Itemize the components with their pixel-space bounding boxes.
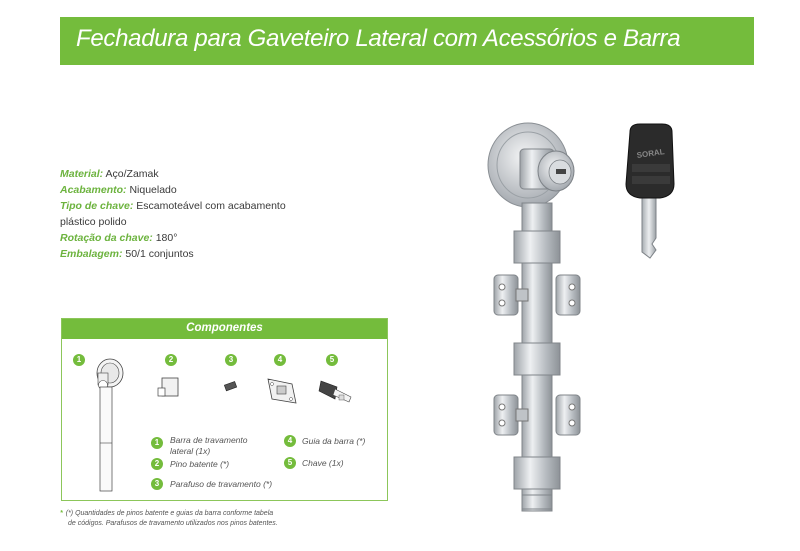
legend-number-1: 1 (151, 437, 163, 449)
spec-packaging (60, 246, 300, 262)
key-brand-logo: SORAL (636, 147, 666, 160)
components-panel (61, 318, 388, 501)
spec-value: Aço/Zamak (105, 168, 159, 180)
item-number-1: 1 (73, 354, 85, 366)
legend-item-5: Chave (1x) (302, 458, 344, 468)
product-lock-bar-image (470, 105, 620, 525)
screw-drawing (222, 379, 240, 393)
spec-rotation (60, 230, 300, 246)
footnote (60, 509, 300, 529)
lock-bar-drawing (84, 351, 134, 501)
spec-finish (60, 182, 300, 198)
product-key-image (620, 120, 680, 260)
legend-number-5: 5 (284, 457, 296, 469)
spec-key: Acabamento: (60, 184, 127, 196)
page-title: Fechadura para Gaveteiro Lateral com Acessórios e Barra (76, 25, 681, 52)
legend-item-1 (170, 435, 247, 457)
legend-number-2: 2 (151, 458, 163, 470)
spec-value: 50/1 conjuntos (125, 248, 194, 260)
bar-guide-drawing (262, 375, 302, 407)
spec-key: Embalagem: (60, 248, 123, 260)
spec-value: Escamoteável com acabamento (136, 200, 286, 212)
spec-key-type (60, 198, 300, 214)
legend-item-4: Guia da barra (*) (302, 436, 366, 446)
item-number-4: 4 (274, 354, 286, 366)
components-title: Componentes (186, 322, 263, 334)
spec-material (60, 166, 300, 182)
legend-number-3: 3 (151, 478, 163, 490)
footnote-marker: * (60, 510, 63, 517)
footnote-text: (*) Quantidades de pinos batente e guias da barra conforme tabela (65, 510, 274, 517)
item-number-3: 3 (225, 354, 237, 366)
spec-key: Rotação da chave: (60, 232, 153, 244)
title-banner (60, 17, 754, 65)
key-drawing (317, 375, 357, 409)
item-number-2: 2 (165, 354, 177, 366)
footnote-line-2: de códigos. Parafusos de travamento utilizados nos pinos batentes. (68, 520, 278, 527)
footnote-line-1 (60, 509, 300, 519)
spec-key: Tipo de chave: (60, 200, 134, 212)
spec-key: Material: (60, 168, 104, 180)
item-number-5: 5 (326, 354, 338, 366)
spec-value: Niquelado (129, 184, 177, 196)
legend-item-2: Pino batente (*) (170, 459, 230, 469)
legend-item-3: Parafuso de travamento (*) (170, 479, 273, 489)
spec-key-type-continuation: plástico polido (60, 216, 127, 228)
legend-label: Barra de travamento (170, 435, 248, 445)
legend-number-4: 4 (284, 435, 296, 447)
spec-list (60, 166, 300, 262)
pin-stopper-drawing (154, 374, 184, 404)
spec-value: 180° (155, 232, 178, 244)
legend-label-continuation: lateral (1x) (170, 446, 211, 456)
components-header (62, 319, 387, 339)
